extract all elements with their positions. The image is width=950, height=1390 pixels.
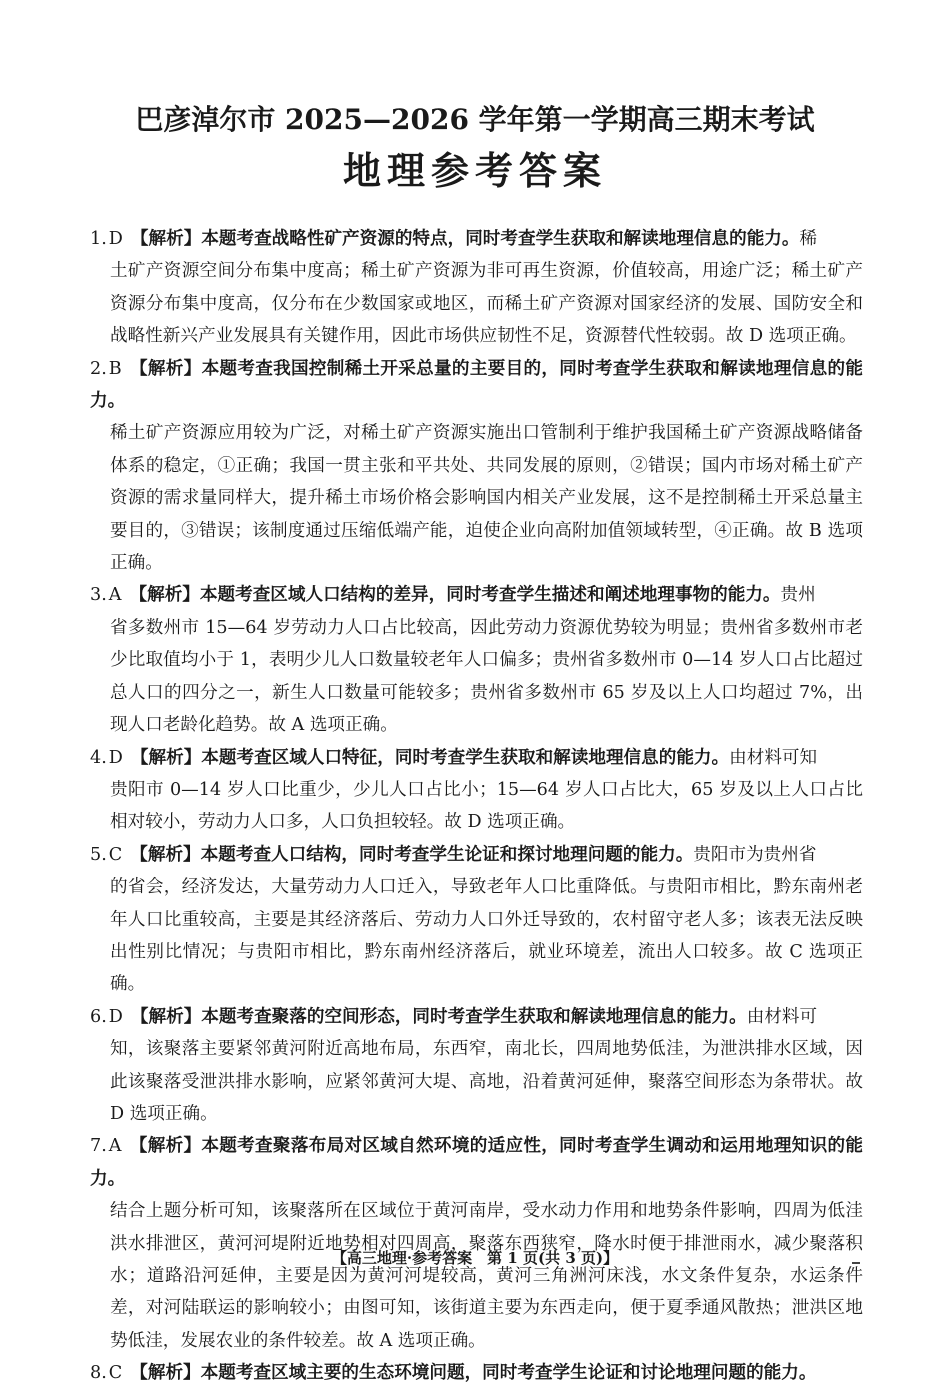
analysis-focus: 本题考查我国控制稀土开采总量的主要目的，同时考查学生获取和解读地理信息的能力。 <box>90 357 863 412</box>
document-title: 地理参考答案 <box>342 148 607 193</box>
question-number: 5. <box>90 844 107 865</box>
analysis-tag: 【解析】 <box>130 228 202 249</box>
answer-letter: C <box>108 1363 123 1384</box>
answer-letter: D <box>108 747 123 768</box>
analysis-focus: 本题考查聚落的空间形态，同时考查学生获取和解读地理信息的能力。 <box>201 1005 747 1027</box>
answer-letter: A <box>108 585 122 606</box>
answer-item-6 <box>90 1001 863 1131</box>
answer-letter: D <box>108 229 123 249</box>
analysis-tag: 【解析】 <box>130 1005 202 1027</box>
analysis-tag: 【解析】 <box>130 1362 201 1384</box>
question-number: 8. <box>90 1363 107 1384</box>
analysis-first-line: 贵州 <box>780 585 816 606</box>
answer-item-7 <box>90 1130 863 1357</box>
analysis-focus: 本题考查区域人口结构的差异，同时考查学生描述和阐述地理事物的能力。 <box>199 584 781 606</box>
page-footer: 【高三地理·参考答案 第 1 页(共 3 页)】 <box>331 1249 619 1267</box>
question-number: 1. <box>90 229 107 249</box>
corner-mark <box>852 1262 860 1264</box>
analysis-focus: 本题考查聚落布局对区域自然环境的适应性，同时考查学生调动和运用地理知识的能力。 <box>90 1135 863 1189</box>
answer-item-4 <box>90 742 863 839</box>
question-number: 3. <box>90 585 107 606</box>
question-number: 4. <box>90 747 107 768</box>
analysis-tag: 【解析】 <box>130 746 202 768</box>
answer-letter: D <box>108 1006 123 1027</box>
analysis-body: 结合上题分析可知，该聚落所在区域位于黄河南岸，受水动力作用和地势条件影响，四周为低洼洪水排泄区，黄河河堤附近地势相对四周高，聚落东西狭窄，降水时便于排泄雨水，减少聚落积水；道路沿河延伸，主要是因为黄河河堤较高，黄河三角洲河床浅，水文条件复杂，水运条件差，对河陆联运的影响较小；由图可知，该街道主要为东西走向，便于夏季通风散热；泄洪区地势低洼，发展农业的条件较差。故 A 选项正确。 <box>110 1201 863 1351</box>
answer-letter: A <box>108 1136 122 1157</box>
analysis-focus: 本题考查战略性矿产资源的特点，同时考查学生获取和解读地理信息的能力。 <box>201 228 800 249</box>
analysis-body: 土矿产资源空间分布集中度高；稀土矿产资源为非可再生资源，价值较高，用途广泛；稀土矿产资源分布集中度高，仅分布在少数国家或地区，而稀土矿产资源对国家经济的发展、国防安全和战略性新兴产业发展具有关键作用，因此市场供应韧性不足，资源替代性较弱。故 D 选项正确。 <box>110 261 863 347</box>
answer-item-5 <box>90 839 863 1001</box>
exam-title: 巴彦淖尔市 2025—2026 学年第一学期高三期末考试 <box>135 103 815 136</box>
answer-item-8 <box>90 1357 863 1389</box>
analysis-tag: 【解析】 <box>129 1135 202 1157</box>
analysis-focus: 本题考查区域主要的生态环境问题，同时考查学生论证和讨论地理问题的能力。 <box>200 1362 817 1384</box>
analysis-focus: 本题考查区域人口特征，同时考查学生获取和解读地理信息的能力。 <box>201 746 730 768</box>
answer-letter: C <box>108 844 123 865</box>
answer-item-3 <box>90 579 863 741</box>
analysis-tag: 【解析】 <box>129 357 202 379</box>
analysis-body: 的省会，经济发达，大量劳动力人口迁入，导致老年人口比重降低。与贵阳市相比，黔东南州老年人口比重较高，主要是其经济落后、劳动力人口外迁导致的，农村留守老人多；该表无法反映出性别比情况；与贵阳市相比，黔东南州经济落后，就业环境差，流出人口较多。故 C 选项正确。 <box>110 877 863 995</box>
analysis-body: 稀土矿产资源应用较为广泛，对稀土矿产资源实施出口管制利于维护我国稀土矿产资源战略储备体系的稳定，①正确；我国一贯主张和平共处、共同发展的原则，②错误；国内市场对稀土矿产资源的需求量同样大，提升稀土市场价格会影响国内相关产业发展，这不是控制稀土开采总量主要目的，③错误；该制度通过压缩低端产能，迫使企业向高附加值领域转型，④正确。故 B 选项正确。 <box>110 423 863 574</box>
answer-letter: B <box>108 358 122 379</box>
answer-item-2 <box>90 353 863 580</box>
analysis-focus: 本题考查人口结构，同时考查学生论证和探讨地理问题的能力。 <box>200 843 694 865</box>
answer-item-1 <box>90 223 863 353</box>
analysis-tag: 【解析】 <box>129 584 200 606</box>
question-number: 7. <box>90 1136 107 1157</box>
analysis-body: 贵阳市 0—14 岁人口比重少，少儿人口占比小；15—64 岁人口占比大，65 岁及以上人口占比相对较小，劳动力人口多，人口负担较轻。故 D 选项正确。 <box>110 779 863 833</box>
analysis-first-line: 贵阳市为贵州省 <box>693 844 817 865</box>
analysis-first-line: 由材料可 <box>746 1006 818 1027</box>
answer-list <box>90 223 863 1390</box>
analysis-tag: 【解析】 <box>130 843 201 865</box>
analysis-body: 省多数州市 15—64 岁劳动力人口占比较高，因此劳动力资源优势较为明显；贵州省多数州市老少比取值均小于 1，表明少儿人口数量较老年人口偏多；贵州省多数州市 0—14 岁人口占比超过总人口的四分之一，新生人口数量可能较多；贵州省多数州市 65 岁及以上人口均超过 7%，出现人口老龄化趋势。故 A 选项正确。 <box>110 617 863 736</box>
question-number: 6. <box>90 1006 107 1027</box>
question-number: 2. <box>90 358 107 379</box>
analysis-first-line: 稀 <box>799 229 818 249</box>
analysis-first-line: 由材料可知 <box>729 747 818 768</box>
analysis-body: 知，该聚落主要紧邻黄河附近高地布局，东西窄，南北长，四周地势低洼，为泄洪排水区域，因此该聚落受泄洪排水影响，应紧邻黄河大堤、高地，沿着黄河延伸，聚落空间形态为条带状。故 D 选项正确。 <box>110 1039 863 1124</box>
